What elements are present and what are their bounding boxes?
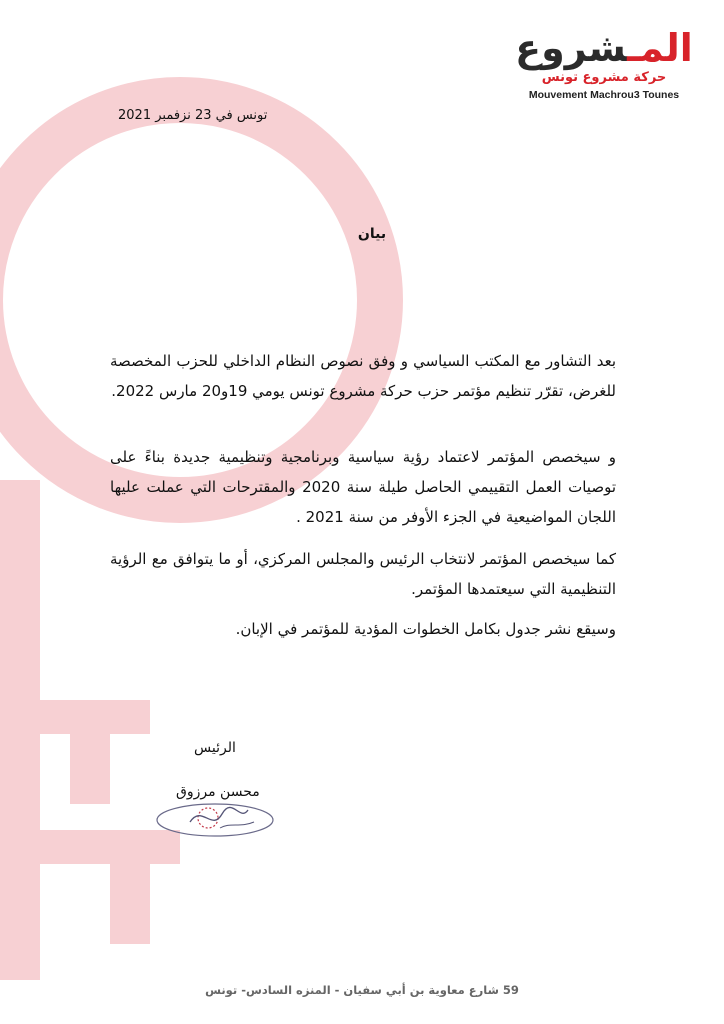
signatory-name: محسن مرزوق <box>176 784 260 800</box>
signatory-role: الرئيس <box>194 740 236 756</box>
document-date: تونس في 23 نزفمبر 2021 <box>118 108 268 123</box>
logo-wordmark-part2: شروع <box>515 26 628 70</box>
logo-wordmark <box>504 28 704 68</box>
handwritten-signature <box>150 792 280 842</box>
party-logo <box>504 28 704 102</box>
paragraph-2: و سيخصص المؤتمر لاعتماد رؤية سياسية وبرنامجية وتنظيمية جديدة بناءً على توصيات العمل التقييمي الحاصل طيلة سنة 2020 والمقترحات التي عملت عليها اللجان المواضيعية في الجزء الأوفر من سنة 2021 . <box>110 448 616 526</box>
title-text: بيان <box>357 226 387 242</box>
logo-subtitle: حركة مشروع تونس <box>541 70 667 85</box>
logo-wordmark-part1: المـ <box>627 26 693 70</box>
paragraph-1: بعد التشاور مع المكتب السياسي و وفق نصوص النظام الداخلي للحزب المخصصة للغرض، تقرّر تنظيم مؤتمر حزب حركة مشروع تونس يومي 19و20 مارس 2022. <box>110 352 616 400</box>
logo-latin-name: Mouvement Machrou3 Tounes <box>528 89 680 101</box>
paragraph-4: وسيقع نشر جدول بكامل الخطوات المؤدية للمؤتمر في الإبان. <box>235 620 616 638</box>
document-title <box>0 226 724 242</box>
address-footer: 59 شارع معاوية بن أبي سفيان - المنزه السادس- تونس <box>205 983 519 997</box>
paragraph-3: كما سيخصص المؤتمر لانتخاب الرئيس والمجلس المركزي، أو ما يتوافق مع الرؤية التنظيمية التي سيعتمدها المؤتمر. <box>110 550 616 598</box>
